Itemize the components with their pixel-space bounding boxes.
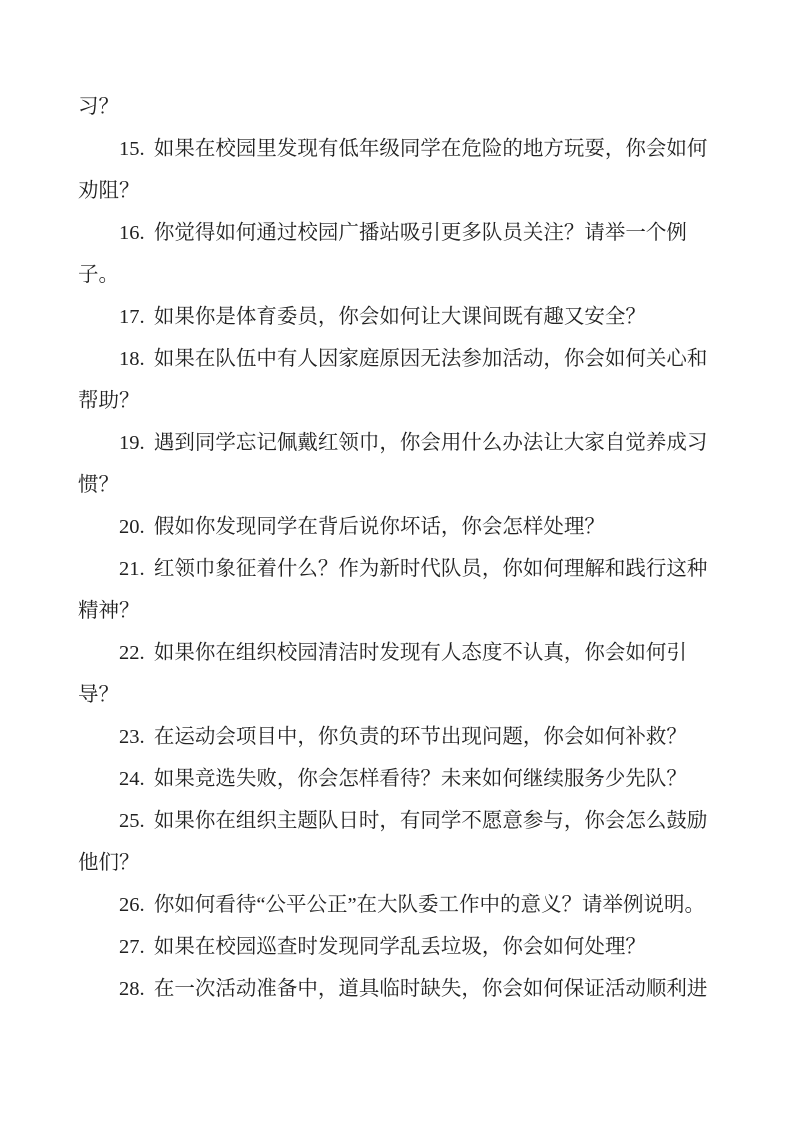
question-text: 如果在校园里发现有低年级同学在危险的地方玩耍，你会如何劝阻？ bbox=[78, 138, 708, 202]
question-number: 25. bbox=[119, 810, 145, 832]
question-number: 19. bbox=[119, 432, 145, 454]
question-text: 红领巾象征着什么？作为新时代队员，你如何理解和践行这种精神？ bbox=[78, 558, 708, 622]
question-item bbox=[78, 422, 716, 506]
question-item bbox=[78, 884, 716, 926]
question-number: 26. bbox=[119, 894, 145, 916]
question-text: 假如你发现同学在背后说你坏话，你会怎样处理？ bbox=[153, 516, 605, 538]
question-number: 23. bbox=[119, 726, 145, 748]
question-text: 遇到同学忘记佩戴红领巾，你会用什么办法让大家自觉养成习惯？ bbox=[78, 432, 708, 496]
question-item bbox=[78, 338, 716, 422]
question-item bbox=[78, 506, 716, 548]
question-item bbox=[78, 716, 716, 758]
question-text: 你觉得如何通过校园广播站吸引更多队员关注？请举一个例子。 bbox=[78, 222, 687, 286]
question-number: 24. bbox=[119, 768, 145, 790]
question-item bbox=[78, 128, 716, 212]
question-text: 如果在队伍中有人因家庭原因无法参加活动，你会如何关心和帮助？ bbox=[78, 348, 708, 412]
question-item bbox=[78, 632, 716, 716]
question-item bbox=[78, 212, 716, 296]
question-item bbox=[78, 296, 716, 338]
question-number: 20. bbox=[119, 516, 145, 538]
question-item bbox=[78, 548, 716, 632]
question-number: 16. bbox=[119, 222, 145, 244]
question-item bbox=[78, 800, 716, 884]
question-number: 27. bbox=[119, 936, 145, 958]
question-number: 21. bbox=[119, 558, 145, 580]
question-text: 你如何看待“公平公正”在大队委工作中的意义？请举例说明。 bbox=[153, 894, 706, 916]
question-text: 如果你在组织主题队日时，有同学不愿意参与，你会怎么鼓励他们？ bbox=[78, 810, 708, 874]
question-item bbox=[78, 758, 716, 800]
question-text: 在一次活动准备中，道具临时缺失，你会如何保证活动顺利进 bbox=[153, 978, 708, 1000]
question-item bbox=[78, 926, 716, 968]
question-number: 18. bbox=[119, 348, 145, 370]
continuation-line: 习？ bbox=[78, 96, 119, 118]
question-text: 如果在校园巡查时发现同学乱丢垃圾，你会如何处理？ bbox=[153, 936, 646, 958]
question-list bbox=[78, 128, 716, 1010]
question-number: 28. bbox=[119, 978, 145, 1000]
question-text: 在运动会项目中，你负责的环节出现问题，你会如何补救？ bbox=[153, 726, 687, 748]
question-number: 15. bbox=[119, 138, 145, 160]
question-number: 22. bbox=[119, 642, 145, 664]
question-text: 如果你在组织校园清洁时发现有人态度不认真，你会如何引导？ bbox=[78, 642, 687, 706]
question-item bbox=[78, 968, 716, 1010]
question-text: 如果你是体育委员，你会如何让大课间既有趣又安全？ bbox=[153, 306, 646, 328]
question-number: 17. bbox=[119, 306, 145, 328]
question-text: 如果竞选失败，你会怎样看待？未来如何继续服务少先队？ bbox=[153, 768, 687, 790]
